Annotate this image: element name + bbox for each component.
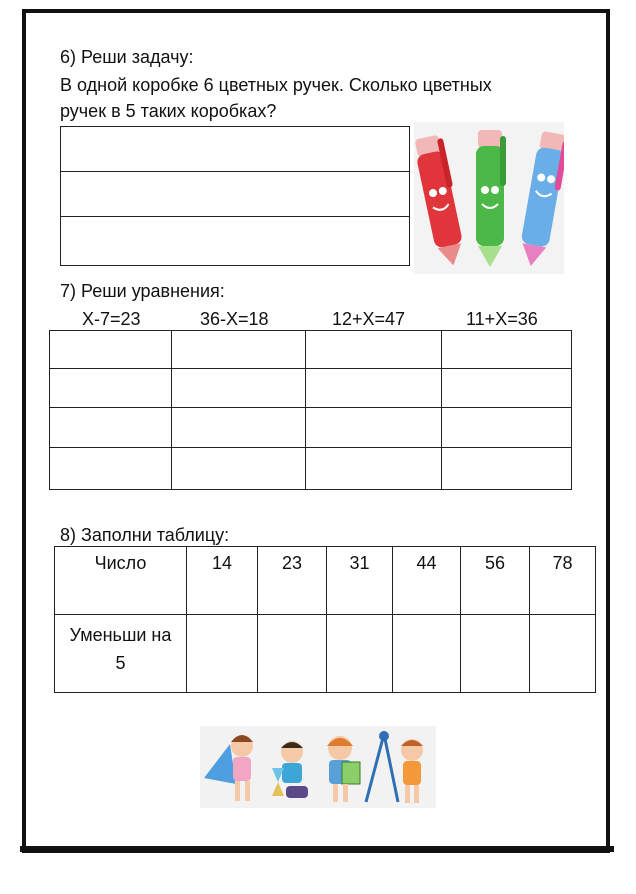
equation-1: X-7=23 (82, 309, 141, 329)
number-cell: 44 (393, 547, 461, 615)
equations-cell[interactable] (172, 448, 306, 490)
equation-2: 36-X=18 (200, 309, 269, 329)
equation-4: 11+X=36 (466, 309, 538, 329)
answer-cell[interactable] (327, 615, 393, 693)
equations-cell[interactable] (442, 448, 572, 490)
equations-cell[interactable] (306, 331, 442, 369)
equations-cell[interactable] (306, 448, 442, 490)
number-cell: 14 (187, 547, 258, 615)
answer-line-3[interactable] (61, 217, 410, 266)
equations-cell[interactable] (172, 369, 306, 408)
number-cell: 78 (530, 547, 596, 615)
answer-line-2[interactable] (61, 172, 410, 217)
answer-line-1[interactable] (61, 127, 410, 172)
equations-cell[interactable] (306, 408, 442, 448)
task8-heading: 8) Заполни таблицу: (60, 525, 230, 545)
number-cell: 56 (461, 547, 530, 615)
equations-cell[interactable] (50, 331, 172, 369)
task6-problem-line2: ручек в 5 таких коробках? (60, 101, 277, 121)
equations-cell[interactable] (172, 331, 306, 369)
equation-3: 12+X=47 (332, 309, 406, 329)
equations-cell[interactable] (306, 369, 442, 408)
equations-cell[interactable] (50, 408, 172, 448)
answer-cell[interactable] (187, 615, 258, 693)
page-border-bottom (20, 846, 614, 852)
subtract-table (54, 546, 596, 693)
answer-cell[interactable] (530, 615, 596, 693)
equations-table (49, 330, 572, 490)
number-cell: 31 (327, 547, 393, 615)
kids-with-school-supplies-icon (200, 726, 436, 808)
row-label-number: Число (55, 547, 187, 615)
row-label-decrease-line1: Уменьши на (69, 625, 172, 645)
task7-heading: 7) Реши уравнения: (60, 281, 225, 301)
equations-cell[interactable] (172, 408, 306, 448)
row-label-decrease-line2: 5 (115, 653, 126, 673)
cartoon-pens-icon (414, 122, 564, 274)
answer-cell[interactable] (461, 615, 530, 693)
equations-cell[interactable] (442, 408, 572, 448)
answer-cell[interactable] (393, 615, 461, 693)
task6-problem-line1: В одной коробке 6 цветных ручек. Сколько цветных (60, 75, 492, 95)
equations-cell[interactable] (50, 448, 172, 490)
equations-cell[interactable] (442, 369, 572, 408)
task6-answer-box (60, 126, 410, 266)
task6-heading: 6) Реши задачу: (60, 47, 194, 67)
number-cell: 23 (258, 547, 327, 615)
answer-cell[interactable] (258, 615, 327, 693)
row-label-decrease (55, 615, 187, 693)
equations-cell[interactable] (50, 369, 172, 408)
equations-cell[interactable] (442, 331, 572, 369)
